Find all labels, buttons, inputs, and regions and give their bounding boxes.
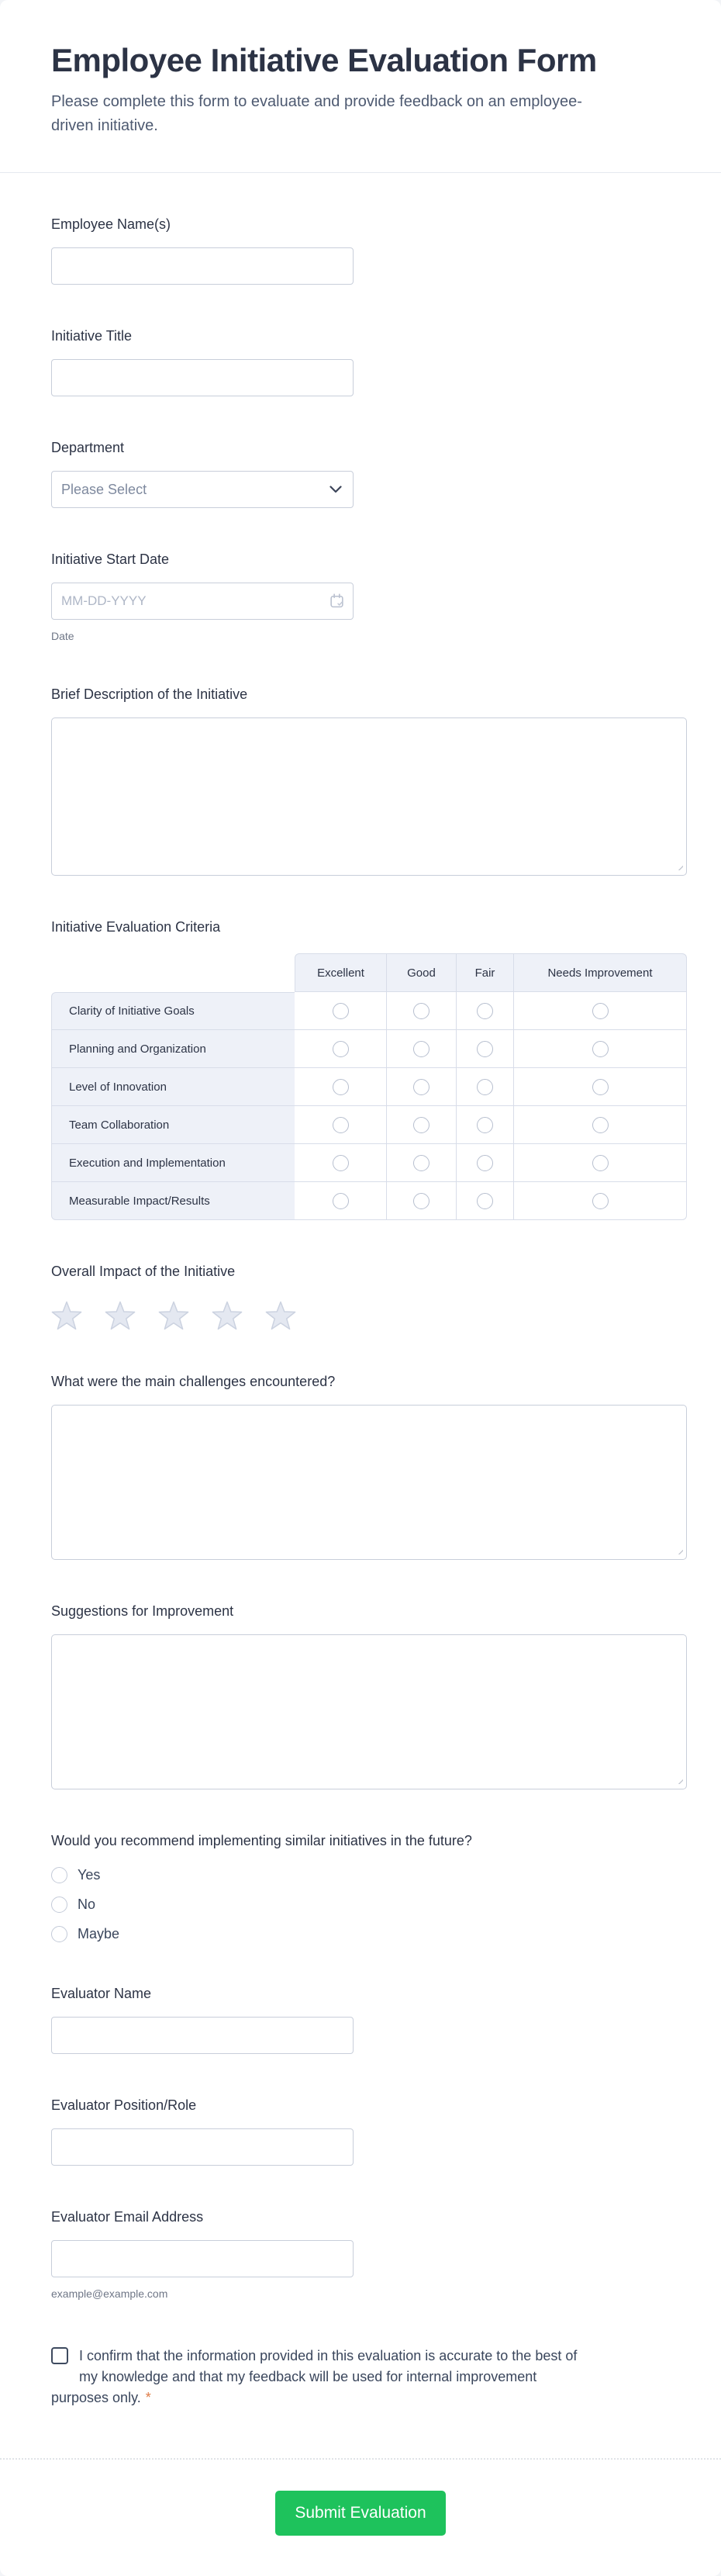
criteria-radio[interactable] [333, 1041, 349, 1057]
field-evaluator-email [51, 2208, 687, 2301]
criteria-row [51, 1182, 687, 1220]
challenges-label: What were the main challenges encountered? [51, 1374, 336, 1389]
criteria-radio[interactable] [592, 1041, 609, 1057]
star-icon[interactable] [51, 1301, 82, 1330]
evaluator-email-label: Evaluator Email Address [51, 2209, 204, 2225]
form-header [0, 0, 721, 138]
criteria-row-label: Planning and Organization [51, 1030, 295, 1068]
evaluator-name-input[interactable] [51, 2017, 354, 2054]
criteria-radio[interactable] [413, 1155, 429, 1171]
radio-button[interactable] [51, 1867, 67, 1883]
field-evaluator-name [51, 1984, 687, 2054]
form-footer [0, 2460, 721, 2576]
field-criteria [51, 918, 687, 1220]
criteria-row [51, 992, 687, 1030]
start-date-sublabel: Date [51, 630, 74, 642]
star-icon[interactable] [265, 1301, 296, 1330]
challenges-textarea[interactable] [51, 1405, 687, 1560]
criteria-column-header: Good [387, 953, 457, 992]
criteria-radio[interactable] [413, 1079, 429, 1095]
calendar-icon[interactable] [329, 593, 345, 613]
criteria-radio[interactable] [477, 1155, 493, 1171]
recommend-options [51, 1867, 687, 1942]
star-icon[interactable] [105, 1301, 136, 1330]
overall-impact-label: Overall Impact of the Initiative [51, 1264, 236, 1279]
star-rating [51, 1301, 687, 1330]
form-subtitle: Please complete this form to evaluate and provide feedback on an employee-driven initiative. [51, 93, 582, 134]
start-date-input[interactable] [51, 583, 354, 620]
criteria-radio[interactable] [413, 1193, 429, 1209]
evaluator-email-input[interactable] [51, 2240, 354, 2277]
criteria-radio[interactable] [592, 1003, 609, 1019]
criteria-label: Initiative Evaluation Criteria [51, 919, 221, 935]
field-employee-name [51, 215, 687, 285]
criteria-radio[interactable] [477, 1079, 493, 1095]
field-evaluator-position [51, 2096, 687, 2166]
field-overall-impact [51, 1262, 687, 1330]
radio-option-label: Maybe [78, 1926, 120, 1942]
submit-button[interactable]: Submit Evaluation [275, 2491, 446, 2536]
field-description [51, 685, 687, 876]
field-recommend [51, 1831, 687, 1942]
evaluator-position-label: Evaluator Position/Role [51, 2097, 197, 2113]
radio-option [51, 1926, 687, 1942]
criteria-radio[interactable] [592, 1079, 609, 1095]
criteria-radio[interactable] [477, 1117, 493, 1133]
criteria-row [51, 1106, 687, 1144]
criteria-radio[interactable] [333, 1193, 349, 1209]
criteria-row [51, 1068, 687, 1106]
evaluator-name-label: Evaluator Name [51, 1986, 152, 2001]
criteria-radio[interactable] [592, 1155, 609, 1171]
radio-button[interactable] [51, 1897, 67, 1913]
field-initiative-title [51, 327, 687, 396]
description-label: Brief Description of the Initiative [51, 686, 248, 702]
suggestions-textarea[interactable] [51, 1634, 687, 1789]
evaluator-position-input[interactable] [51, 2128, 354, 2166]
criteria-radio[interactable] [333, 1003, 349, 1019]
criteria-radio[interactable] [477, 1193, 493, 1209]
required-asterisk: * [145, 2390, 151, 2405]
suggestions-label: Suggestions for Improvement [51, 1603, 234, 1619]
evaluator-email-sublabel: example@example.com [51, 2287, 168, 2300]
recommend-label: Would you recommend implementing similar initiatives in the future? [51, 1833, 472, 1848]
criteria-radio[interactable] [333, 1117, 349, 1133]
employee-name-label: Employee Name(s) [51, 216, 171, 232]
radio-option [51, 1897, 687, 1913]
initiative-title-input[interactable] [51, 359, 354, 396]
criteria-column-header: Excellent [295, 953, 387, 992]
criteria-radio[interactable] [592, 1193, 609, 1209]
criteria-radio[interactable] [333, 1079, 349, 1095]
criteria-radio[interactable] [413, 1117, 429, 1133]
criteria-column-header: Needs Improvement [514, 953, 687, 992]
criteria-column-header: Fair [457, 953, 514, 992]
criteria-row-label: Clarity of Initiative Goals [51, 992, 295, 1030]
field-suggestions [51, 1602, 687, 1789]
criteria-table [51, 953, 687, 1220]
criteria-row [51, 1030, 687, 1068]
department-select-placeholder: Please Select [61, 481, 147, 497]
criteria-row-label: Execution and Implementation [51, 1144, 295, 1182]
employee-name-input[interactable] [51, 247, 354, 285]
star-icon[interactable] [212, 1301, 243, 1330]
chevron-down-icon [329, 486, 342, 493]
initiative-title-label: Initiative Title [51, 328, 133, 344]
criteria-radio[interactable] [477, 1041, 493, 1057]
criteria-row-label: Team Collaboration [51, 1106, 295, 1144]
criteria-radio[interactable] [333, 1155, 349, 1171]
criteria-radio[interactable] [592, 1117, 609, 1133]
page-title: Employee Initiative Evaluation Form [51, 42, 597, 78]
department-label: Department [51, 440, 125, 455]
field-challenges [51, 1372, 687, 1560]
radio-button[interactable] [51, 1926, 67, 1942]
criteria-row-label: Level of Innovation [51, 1068, 295, 1106]
criteria-radio[interactable] [413, 1003, 429, 1019]
radio-option-label: Yes [78, 1867, 101, 1883]
radio-option-label: No [78, 1897, 96, 1912]
radio-option [51, 1867, 687, 1883]
confirmation-field [51, 2346, 594, 2408]
criteria-row [51, 1144, 687, 1182]
start-date-label: Initiative Start Date [51, 552, 170, 567]
confirmation-text: I confirm that the information provided in this evaluation is accurate to the best of my knowledge and that my feedback will be used for internal improvement purposes only. [51, 2348, 578, 2405]
criteria-header-row [51, 953, 687, 992]
criteria-radio[interactable] [477, 1003, 493, 1019]
description-textarea[interactable] [51, 717, 687, 876]
criteria-row-label: Measurable Impact/Results [51, 1182, 295, 1220]
field-department [51, 438, 687, 508]
form-body [0, 173, 721, 2408]
department-select[interactable] [51, 471, 354, 508]
confirmation-checkbox[interactable] [51, 2347, 68, 2364]
field-start-date [51, 550, 687, 643]
criteria-corner-cell [51, 953, 295, 992]
criteria-radio[interactable] [413, 1041, 429, 1057]
star-icon[interactable] [158, 1301, 189, 1330]
